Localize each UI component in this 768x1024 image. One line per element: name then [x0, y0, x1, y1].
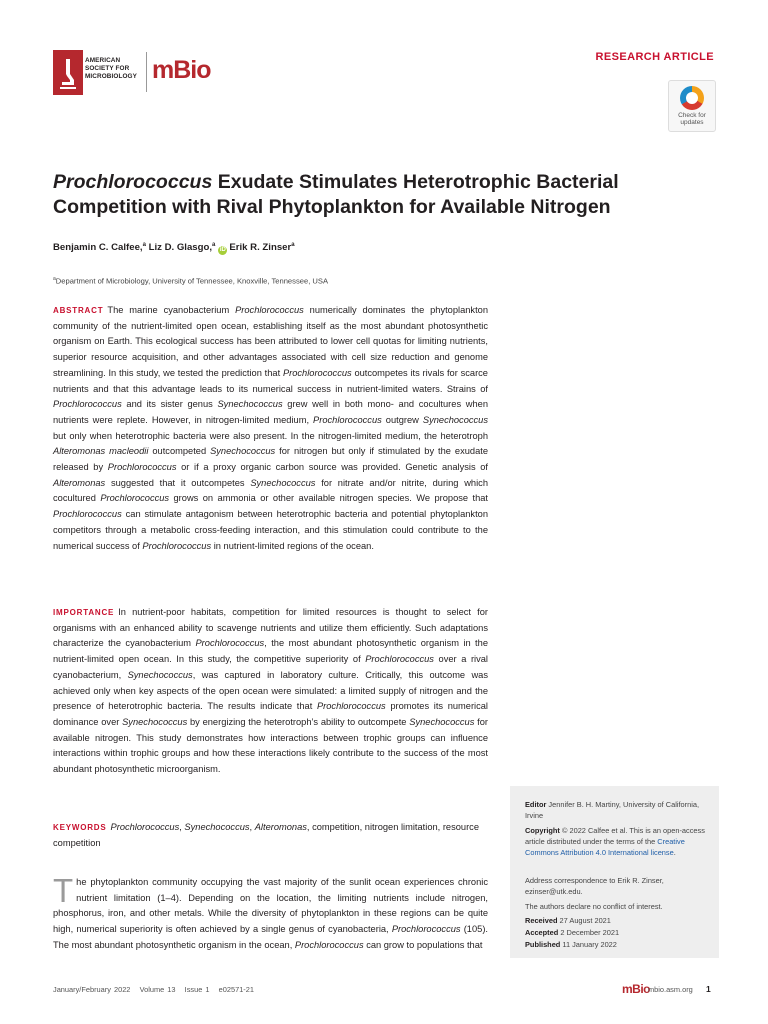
received-label: Received: [525, 916, 558, 925]
abstract-italic: Prochlorococcus: [235, 305, 304, 315]
importance-italic: Prochlorococcus: [365, 654, 434, 665]
article-info-sidebar: [510, 786, 719, 958]
importance-text: for available nitrogen. This study demonstrates how interactions between trophic groups can influence interactions within trophic groups and how these interactions likely contribute to the success of the most abundant photosynthetic microorganism.: [53, 716, 488, 775]
abstract-italic: Synechococcus: [217, 399, 283, 410]
copyright-value: © 2022 Calfee et al. This is an open-access article distributed under the terms of the: [525, 826, 705, 846]
abstract-italic: Alteromonas: [53, 477, 106, 488]
abstract-italic: Prochlorococcus: [282, 367, 352, 378]
article-title: [53, 170, 733, 220]
abstract-text: outcompeted: [148, 446, 211, 457]
importance-italic: Prochlorococcus: [195, 638, 265, 649]
published-date: [525, 939, 710, 950]
affiliation-marker: a: [142, 242, 146, 248]
abstract-text: The marine cyanobacterium: [107, 305, 236, 315]
copyright-end: .: [673, 848, 676, 857]
conflict-statement: The authors declare no conflict of interest.: [525, 902, 663, 911]
published-label: Published: [525, 940, 561, 949]
editor-info: [525, 799, 710, 821]
title-rest: Exudate Stimulates Heterotrophic Bacterial Competition with Rival Phytoplankton for Available Nitrogen: [53, 171, 619, 218]
journal-logo[interactable]: [152, 56, 211, 85]
abstract-text: grew well in both mono- and cocultures when nutrients were replete. However, in nitrogen-limited medium,: [53, 399, 488, 425]
abstract-text: grows on ammonia or other available nitrogen species. We propose that: [169, 493, 489, 504]
importance-italic: Synechococcus: [127, 669, 193, 680]
logo-divider: [146, 52, 147, 92]
society-name-line: SOCIETY FOR: [85, 65, 130, 72]
keyword[interactable]: Prochlorococcus: [110, 822, 180, 832]
keyword-separator: ,: [179, 822, 185, 832]
affiliation-text: Department of Microbiology, University of Tennessee, Knoxville, Tennessee, USA: [55, 276, 329, 286]
abstract-text: outcompetes its rivals for scarce nutrients and that this advantage leads to its numerical success in nutrient-limited waters. Strains of: [53, 367, 488, 394]
affiliation: [53, 276, 328, 286]
abstract-text: and its sister genus: [121, 399, 218, 410]
footer-journal-logo-text: mBio: [622, 982, 650, 996]
published-value: 11 January 2022: [562, 940, 617, 949]
abstract-italic: Synechococcus: [422, 414, 488, 425]
abstract-text: suggested that it outcompetes: [105, 477, 251, 488]
keyword[interactable]: Synechococcus: [184, 822, 250, 832]
intro-paragraph: [53, 872, 489, 954]
importance-text: , the most abundant photosynthetic organism in the nutrient-limited open ocean. In this study, the competitive superiority of: [53, 638, 488, 665]
abstract-text: can stimulate antagonism between heterotrophic bacteria and potential phytoplankton competitors through a metabolic cross-feeding interaction, and this stimulation could contribute to the numerical success of: [53, 509, 488, 551]
importance-text: , was captured in laboratory culture. Critically, this outcome was achieved only when key aspects of the open ocean were simulated: a limited supply of nitrogen and the presence of heterotrophic bacteria. The results indicate that: [53, 669, 488, 712]
society-name-line: AMERICAN: [85, 57, 121, 64]
abstract-italic: Prochlorococcus: [142, 540, 212, 551]
abstract-text: for nitrate and/or nitrite, during which cocultured: [53, 477, 488, 504]
abstract-italic: Synechococcus: [250, 477, 316, 488]
importance-section: [53, 605, 488, 778]
microscope-icon: [53, 50, 83, 95]
received-value: 27 August 2021: [559, 916, 611, 925]
importance-text: by energizing the heterotroph’s ability to outcompete: [187, 716, 410, 727]
keywords-section: [53, 820, 488, 851]
abstract-text: in nutrient-limited regions of the ocean.: [211, 540, 374, 551]
importance-text: promotes its numerical dominance over: [53, 701, 489, 727]
footer-journal-logo: [622, 982, 650, 996]
page-number: 1: [706, 984, 711, 994]
author-list: [53, 242, 295, 255]
editor-label: Editor: [525, 800, 547, 809]
abstract-italic: Alteromonas macleodii: [53, 446, 149, 457]
article-type-label: RESEARCH ARTICLE: [595, 51, 714, 63]
journal-logo-text: mBio: [152, 56, 211, 84]
copyright-info: [525, 825, 710, 858]
editor-value: Jennifer B. H. Martiny, University of California, Irvine: [525, 800, 700, 820]
abstract-italic: Prochlorococcus: [313, 414, 382, 425]
check-updates-label: Check for updates: [678, 112, 706, 126]
keywords-label: KEYWORDS: [53, 823, 107, 832]
accepted-date: [525, 927, 710, 938]
abstract-text: outgrew: [381, 414, 423, 425]
license-link[interactable]: Creative Commons Attribution 4.0 International license: [525, 837, 685, 857]
asm-logo[interactable]: [53, 50, 145, 96]
importance-text: In nutrient-poor habitats, competition for limited resources is thought to select for organisms with an enhanced ability to scavenge nutrients and utilize them efficiently. Such adaptations characterize the cyanobacterium: [53, 607, 488, 649]
drop-cap: T: [53, 872, 74, 909]
abstract-italic: Prochlorococcus: [53, 509, 122, 520]
orcid-icon[interactable]: iD: [219, 247, 226, 254]
check-for-updates-button[interactable]: [668, 80, 716, 132]
affiliation-marker: a: [53, 276, 56, 282]
abstract-text: numerically dominates the phytoplankton community of the nutrient-limited open ocean, establishing itself as the most abundant photosynthetic organism on Earth. This ecological success has been attributed to lower cell quotas for limiting nutrients, superior resource acquisition, and other advantages associated with cell size reduction and genome streamlining. In this study, we tested the prediction that: [53, 305, 488, 378]
author-name[interactable]: Erik R. Zinser: [229, 242, 292, 254]
intro-italic: Prochlorococcus: [294, 939, 364, 950]
keyword-separator: ,: [249, 822, 255, 832]
issue-info: January/February 2022 Volume 13 Issue 1 e02571-21: [53, 985, 254, 994]
journal-url-link[interactable]: mbio.asm.org: [648, 985, 693, 994]
society-name: [85, 57, 137, 81]
correspondence-info: Address correspondence to Erik R. Zinser, ezinser@utk.edu.: [525, 876, 664, 896]
abstract-italic: Prochlorococcus: [107, 462, 177, 473]
title-genus: Prochlorococcus: [53, 171, 213, 193]
received-date: [525, 915, 710, 926]
accepted-value: 2 December 2021: [560, 928, 620, 937]
abstract-text: but only when heterotrophic bacteria were also present. In the nitrogen-limited medium, the heterotroph: [53, 430, 488, 441]
accepted-label: Accepted: [525, 928, 559, 937]
abstract-text: for nitrogen but only if stimulated by the exudate released by: [53, 446, 489, 473]
abstract-text: or if a proxy organic carbon source was provided. Genetic analysis of: [176, 462, 488, 473]
intro-text: can grow to populations that: [363, 939, 483, 950]
abstract-italic: Prochlorococcus: [100, 493, 170, 504]
copyright-label: Copyright: [525, 826, 560, 835]
intro-text: (105). The most abundant photosynthetic organism in the ocean,: [53, 924, 489, 950]
author-name[interactable]: Benjamin C. Calfee,: [53, 242, 143, 254]
intro-text: he phytoplankton community occupying the vast majority of the sunlit ocean experiences chronic nutrient limitation (1–4). Depending on the location, the limiting nutrients include nitrogen, phosphorus, iron, and other metals. While the diversity of phytoplankton in these regions can be quite high, numerical superiority is often achieved by a single genus of cyanobacteria,: [53, 877, 488, 935]
abstract-section: [53, 303, 488, 554]
crossmark-icon: [680, 86, 704, 110]
affiliation-marker: a: [212, 242, 216, 248]
abstract-italic: Prochlorococcus: [53, 399, 122, 410]
author-name[interactable]: Liz D. Glasgo,: [148, 242, 213, 254]
affiliation-marker: a: [291, 242, 295, 248]
abstract-italic: Synechococcus: [210, 446, 276, 457]
keyword-list-rest: , competition, nitrogen limitation, resource competition: [53, 822, 479, 848]
importance-text: over a rival cyanobacterium,: [53, 654, 488, 680]
importance-italic: Synechococcus: [409, 716, 475, 727]
keyword[interactable]: Alteromonas: [254, 822, 307, 832]
importance-italic: Prochlorococcus: [316, 701, 386, 712]
importance-italic: Synechococcus: [122, 716, 188, 727]
abstract-label: ABSTRACT: [53, 306, 104, 315]
society-name-line: MICROBIOLOGY: [85, 73, 137, 80]
importance-label: IMPORTANCE: [53, 608, 115, 617]
intro-italic: Prochlorococcus: [391, 924, 461, 935]
